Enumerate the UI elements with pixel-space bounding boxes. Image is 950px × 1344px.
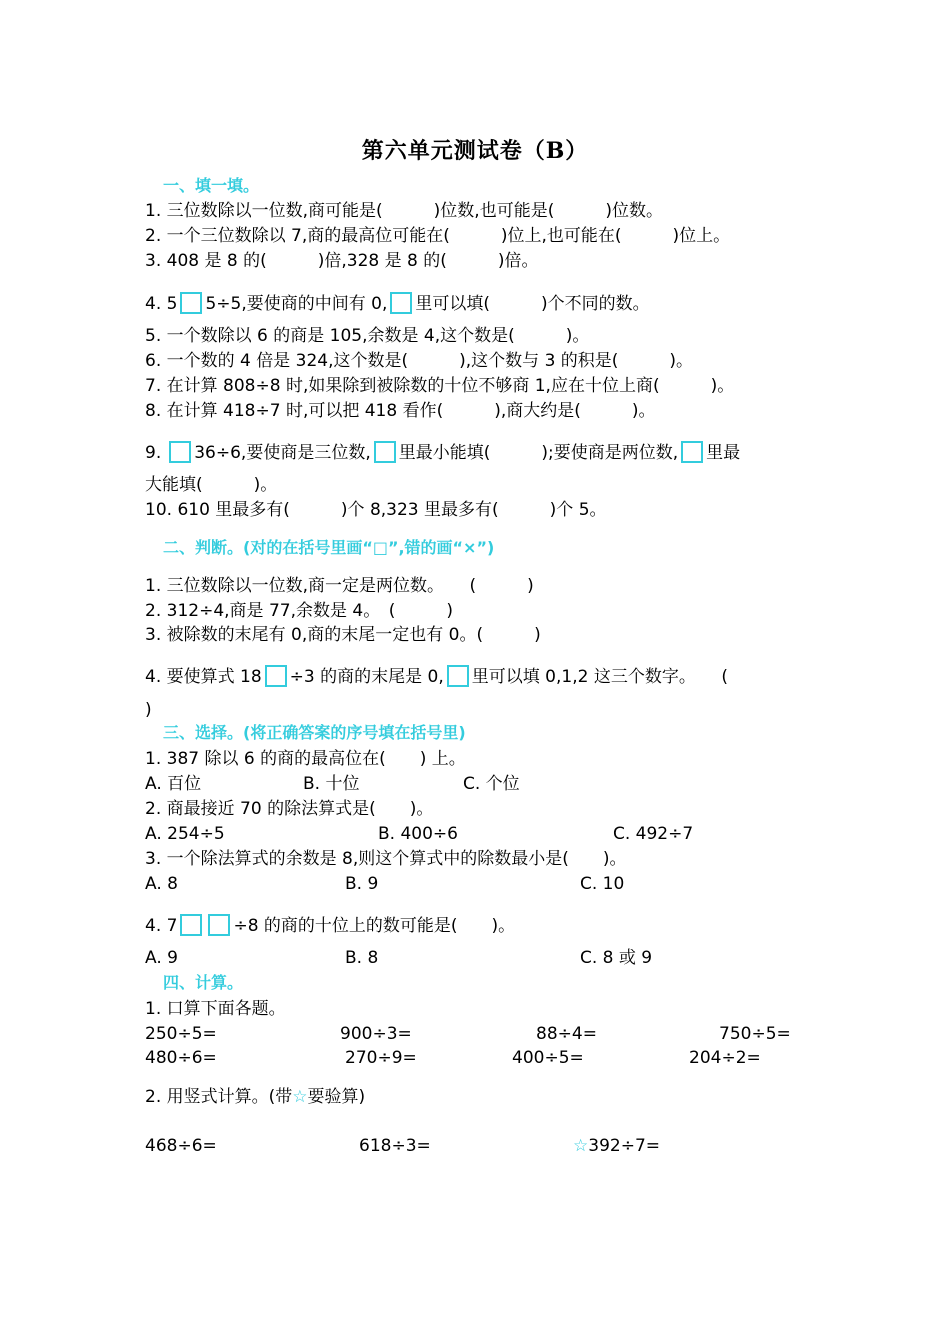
s1-question-3: 3. 408 是 8 的( )倍,328 是 8 的( )倍。 <box>145 251 539 271</box>
answer-box[interactable] <box>374 441 396 463</box>
s2-question-2: 2. 312÷4,商是 77,余数是 4。 ( ) <box>145 601 453 621</box>
s3-question-4: 4. 7 ÷8 的商的十位上的数可能是( )。 <box>145 916 516 936</box>
answer-box[interactable] <box>169 441 191 463</box>
calc-item: 204÷2= <box>689 1048 761 1068</box>
calc-item: 250÷5= <box>145 1024 217 1044</box>
option-c: C. 10 <box>580 874 625 894</box>
answer-box[interactable] <box>681 441 703 463</box>
answer-box[interactable] <box>208 914 230 936</box>
s1-question-4: 4. 5 5÷5,要使商的中间有 0, 里可以填( )个不同的数。 <box>145 294 650 314</box>
option-b: B. 400÷6 <box>378 824 458 844</box>
calc-item: 480÷6= <box>145 1048 217 1068</box>
s3-question-2: 2. 商最接近 70 的除法算式是( )。 <box>145 799 434 819</box>
section-2-heading: 二、判断。(对的在括号里画“□”,错的画“×”) <box>163 538 495 557</box>
calc-item: 900÷3= <box>340 1024 412 1044</box>
answer-box[interactable] <box>180 914 202 936</box>
s1-question-7: 7. 在计算 808÷8 时,如果除到被除数的十位不够商 1,应在十位上商( )。 <box>145 376 735 396</box>
s3-question-3: 3. 一个除法算式的余数是 8,则这个算式中的除数最小是( )。 <box>145 849 627 869</box>
option-b: B. 9 <box>345 874 379 894</box>
s1-question-1: 1. 三位数除以一位数,商可能是( )位数,也可能是( )位数。 <box>145 201 663 221</box>
calc-item-starred: ☆392÷7= <box>573 1136 661 1156</box>
section-3-heading: 三、选择。(将正确答案的序号填在括号里) <box>163 723 466 742</box>
option-b: B. 十位 <box>303 774 360 794</box>
s2-question-3: 3. 被除数的末尾有 0,商的末尾一定也有 0。( ) <box>145 625 541 645</box>
answer-box[interactable] <box>447 665 469 687</box>
s1-question-2: 2. 一个三位数除以 7,商的最高位可能在( )位上,也可能在( )位上。 <box>145 226 731 246</box>
calc-item: 270÷9= <box>345 1048 417 1068</box>
option-a: A. 百位 <box>145 774 202 794</box>
star-icon: ☆ <box>573 1136 589 1156</box>
s4-question-1: 1. 口算下面各题。 <box>145 999 286 1019</box>
option-c: C. 个位 <box>463 774 520 794</box>
s1-question-9-cont: 大能填( )。 <box>145 475 278 495</box>
page-title: 第六单元测试卷（B） <box>361 138 589 164</box>
option-c: C. 8 或 9 <box>580 948 653 968</box>
calc-item: 468÷6= <box>145 1136 217 1156</box>
s2-question-4: 4. 要使算式 18 ÷3 的商的末尾是 0, 里可以填 0,1,2 这三个数字。 ( <box>145 667 728 687</box>
option-b: B. 8 <box>345 948 379 968</box>
s4-question-2: 2. 用竖式计算。(带☆要验算) <box>145 1087 366 1107</box>
answer-box[interactable] <box>265 665 287 687</box>
s1-question-6: 6. 一个数的 4 倍是 324,这个数是( ),这个数与 3 的积是( )。 <box>145 351 694 371</box>
s2-question-1: 1. 三位数除以一位数,商一定是两位数。 ( ) <box>145 576 534 596</box>
calc-item: 88÷4= <box>536 1024 597 1044</box>
s3-question-1: 1. 387 除以 6 的商的最高位在( ) 上。 <box>145 749 466 769</box>
s1-question-10: 10. 610 里最多有( )个 8,323 里最多有( )个 5。 <box>145 500 607 520</box>
option-a: A. 8 <box>145 874 178 894</box>
calc-item: 618÷3= <box>359 1136 431 1156</box>
option-a: A. 9 <box>145 948 178 968</box>
s2-question-4-cont: ) <box>145 700 152 720</box>
calc-item: 400÷5= <box>512 1048 584 1068</box>
section-4-heading: 四、计算。 <box>163 973 244 992</box>
s1-question-8: 8. 在计算 418÷7 时,可以把 418 看作( ),商大约是( )。 <box>145 401 656 421</box>
section-1-heading: 一、填一填。 <box>163 176 260 195</box>
option-c: C. 492÷7 <box>613 824 694 844</box>
star-icon: ☆ <box>292 1087 308 1107</box>
answer-box[interactable] <box>390 292 412 314</box>
answer-box[interactable] <box>180 292 202 314</box>
calc-item: 750÷5= <box>719 1024 791 1044</box>
option-a: A. 254÷5 <box>145 824 225 844</box>
s1-question-5: 5. 一个数除以 6 的商是 105,余数是 4,这个数是( )。 <box>145 326 590 346</box>
s1-question-9: 9. 36÷6,要使商是三位数, 里最小能填( );要使商是两位数, 里最 <box>145 443 741 463</box>
